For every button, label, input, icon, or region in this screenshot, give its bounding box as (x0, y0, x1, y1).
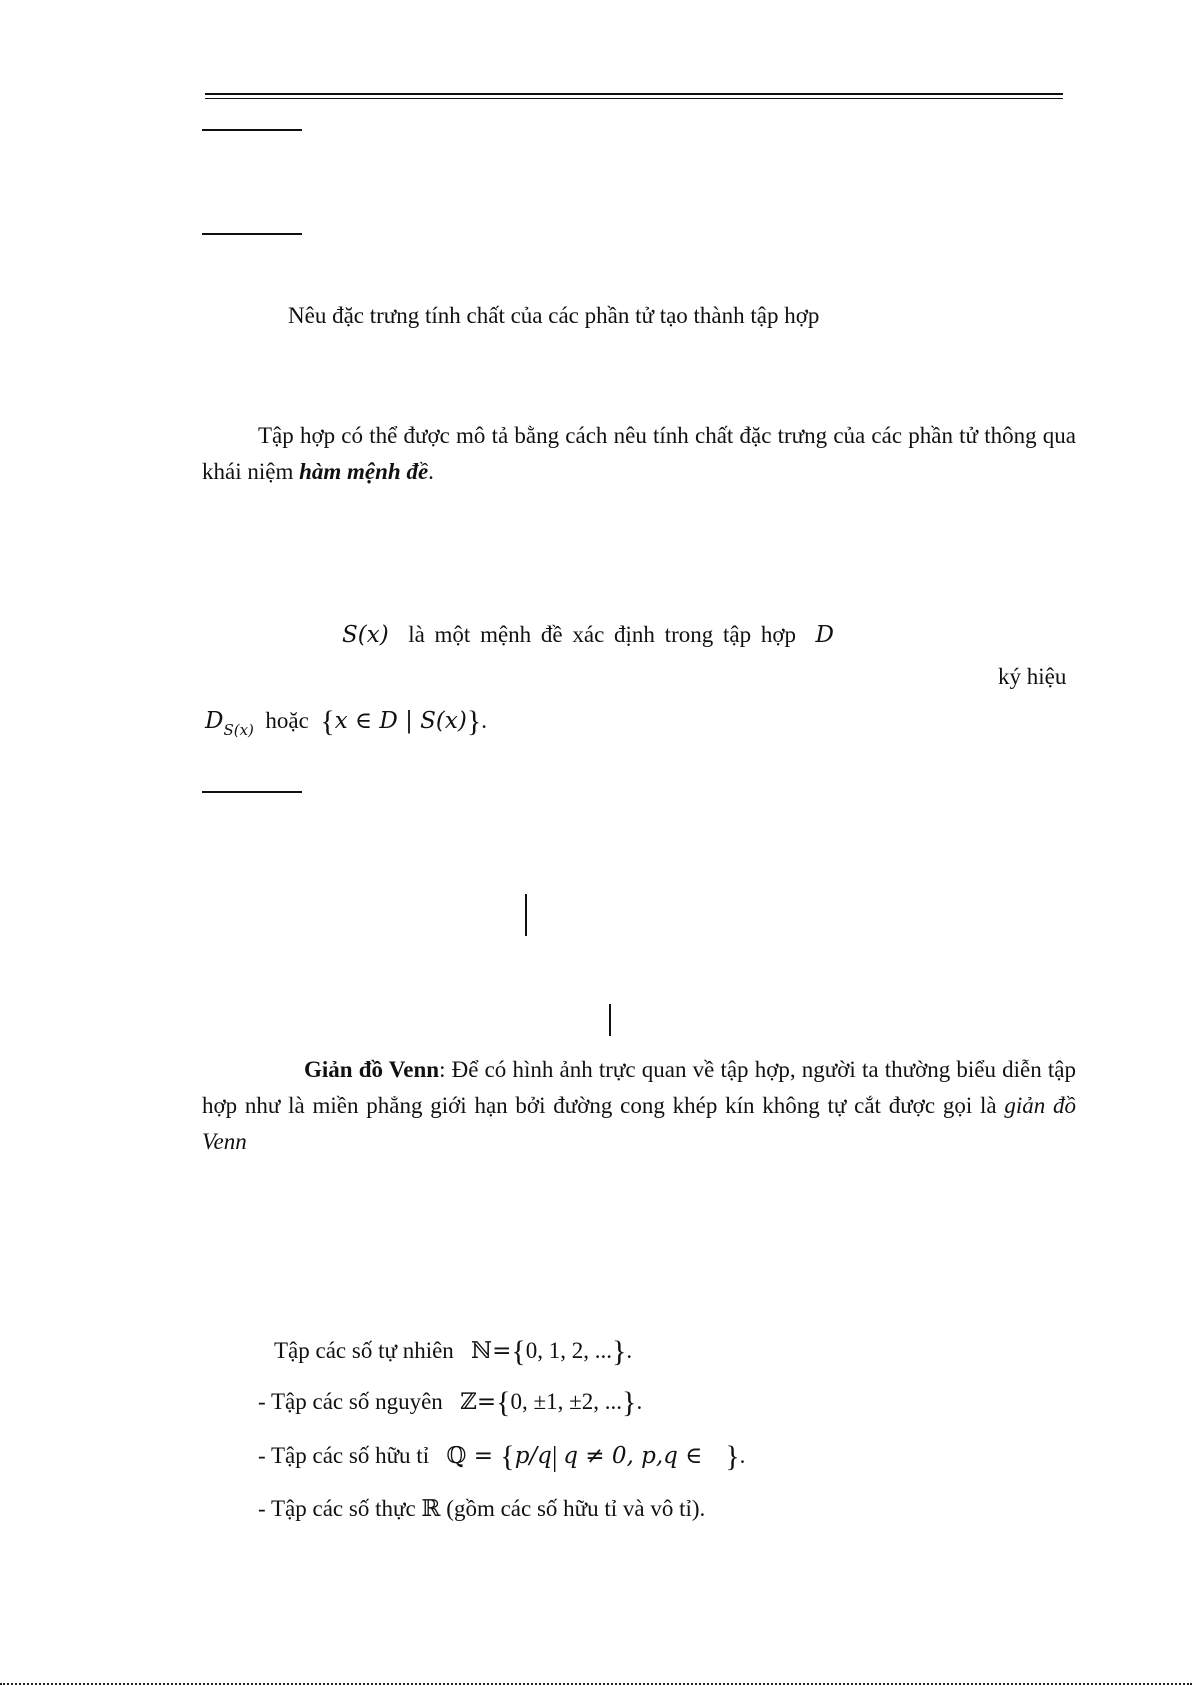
vertical-bar-1 (525, 894, 527, 936)
brace-right: } (466, 705, 482, 738)
rational-end: . (739, 1443, 746, 1468)
real-label: Tập các số thực (271, 1496, 416, 1521)
prop-math: S(x) (342, 622, 389, 648)
prop-text: là một mệnh đề xác định trong tập hợp (408, 622, 796, 647)
venn-italic-term: giản đồ Venn (202, 1093, 1076, 1154)
integer-prefix: - (258, 1389, 271, 1414)
d-subscript: S(x) (223, 721, 254, 739)
d-symbol: D (205, 708, 224, 734)
integer-def: 0, ±1, ±2, ... (510, 1389, 623, 1414)
predicate-text: Tập hợp có thể được mô tả bằng cách nêu tính chất đặc trưng của các phần tử thông qua khái niệm (202, 423, 1076, 484)
rational-symbol: ℚ (446, 1443, 467, 1469)
natural-def: 0, 1, 2, ... (525, 1338, 613, 1363)
ky-hieu-text: ký hiệu (998, 664, 1067, 689)
integer-symbol: ℤ (460, 1389, 477, 1415)
number-set-natural: Tập các số tự nhiên ℕ={0, 1, 2, ...}. (274, 1335, 633, 1368)
brace-left: { (320, 705, 335, 738)
integer-end: . (636, 1389, 643, 1414)
venn-paragraph (202, 1052, 1076, 1160)
set-D: D (815, 622, 834, 648)
real-symbol: ℝ (421, 1496, 441, 1522)
venn-term: Giản đồ Venn (304, 1057, 440, 1082)
heading-underline-2 (202, 233, 302, 235)
definition-line-1 (342, 618, 834, 652)
heading-underline-3 (202, 791, 302, 793)
natural-end: . (626, 1338, 633, 1363)
venn-text: : Để có hình ảnh trực quan về tập hợp, người ta thường biểu diễn tập hợp như là miền phẳng giới hạn bởi đường cong khép kín không tự cắt được gọi là (202, 1057, 1076, 1118)
natural-symbol: ℕ (471, 1338, 493, 1364)
number-set-integer: - Tập các số nguyên ℤ={0, ±1, ±2, ...}. (258, 1386, 643, 1419)
number-set-rational: - Tập các số hữu tỉ ℚ = {p/q| q ≠ 0, p,q ∈ }. (258, 1440, 746, 1473)
integer-label: Tập các số nguyên (271, 1389, 443, 1414)
heading-underline-1 (202, 129, 302, 131)
header-rule-top (205, 93, 1063, 95)
predicate-end: . (428, 459, 434, 484)
hoac-text: hoặc (265, 708, 309, 733)
rational-label: Tập các số hữu tỉ (271, 1443, 430, 1468)
characteristic-method-text: Nêu đặc trưng tính chất của các phần tử tạo thành tập hợp (288, 303, 820, 328)
set-builder-end: . (481, 708, 487, 733)
number-set-real (258, 1492, 705, 1526)
natural-label: Tập các số tự nhiên (274, 1338, 454, 1363)
real-note: (gồm các số hữu tỉ và vô tỉ). (446, 1496, 706, 1521)
definition-line-3 (205, 704, 487, 747)
rational-prefix: - (258, 1443, 271, 1468)
vertical-bar-2 (609, 1004, 611, 1036)
header-rule-bottom (205, 98, 1063, 99)
rational-frac: p/q (514, 1443, 552, 1469)
real-prefix: - (258, 1496, 271, 1521)
rational-cond: q ≠ 0, p,q ∈ (563, 1443, 703, 1469)
predicate-paragraph (202, 418, 1076, 490)
predicate-term: hàm mệnh đề (299, 459, 429, 484)
set-builder: x ∈ D | S(x) (334, 708, 467, 734)
